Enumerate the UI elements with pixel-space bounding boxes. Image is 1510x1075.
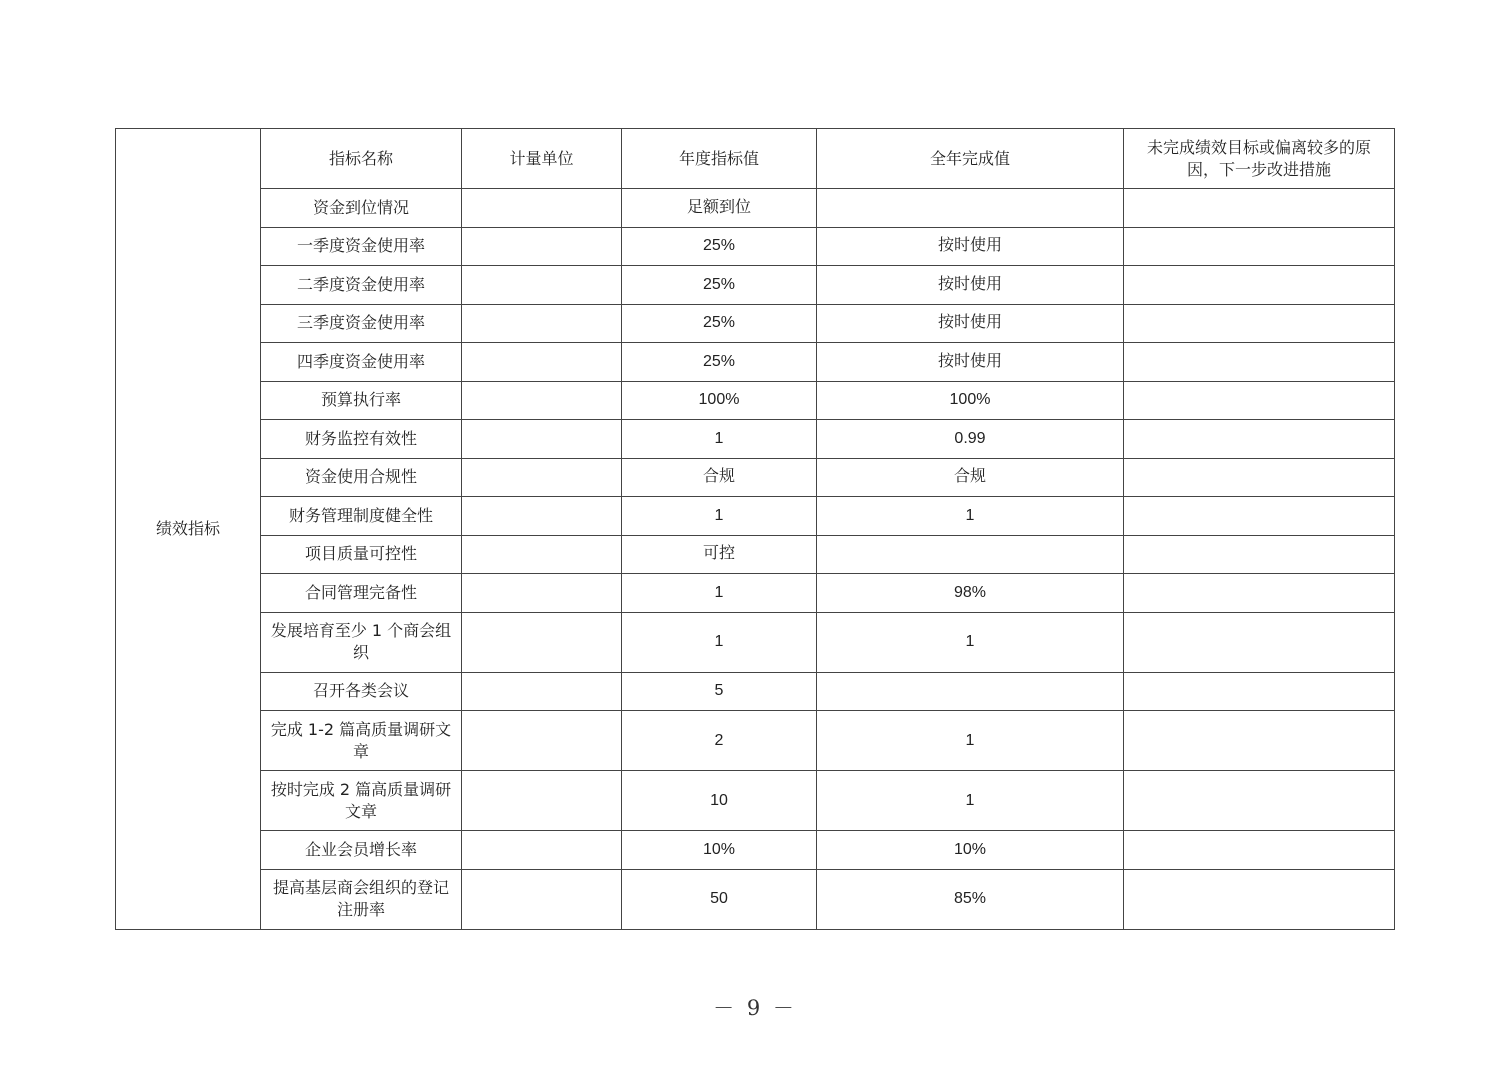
actual-cell: 按时使用 (817, 266, 1124, 305)
unit-cell (462, 304, 622, 343)
indicator-name-cell: 发展培育至少 1 个商会组织 (261, 612, 462, 672)
table-row (116, 831, 1395, 870)
actual-cell: 85% (817, 869, 1124, 929)
unit-cell (462, 711, 622, 771)
table-row (116, 612, 1395, 672)
unit-cell (462, 869, 622, 929)
group-label-cell: 绩效指标 (116, 129, 261, 930)
indicator-name-cell: 财务管理制度健全性 (261, 497, 462, 536)
actual-cell: 1 (817, 497, 1124, 536)
table-row (116, 869, 1395, 929)
reason-cell (1124, 497, 1395, 536)
actual-cell: 按时使用 (817, 304, 1124, 343)
unit-cell (462, 831, 622, 870)
actual-cell: 按时使用 (817, 227, 1124, 266)
unit-cell (462, 343, 622, 382)
indicator-name-cell: 一季度资金使用率 (261, 227, 462, 266)
reason-cell (1124, 771, 1395, 831)
unit-cell (462, 420, 622, 459)
target-cell: 25% (622, 304, 817, 343)
actual-cell (817, 672, 1124, 711)
reason-cell (1124, 612, 1395, 672)
reason-cell (1124, 343, 1395, 382)
target-cell: 100% (622, 381, 817, 420)
indicator-name-cell: 财务监控有效性 (261, 420, 462, 459)
table-row (116, 711, 1395, 771)
reason-cell (1124, 304, 1395, 343)
table-row (116, 535, 1395, 574)
actual-cell: 按时使用 (817, 343, 1124, 382)
reason-cell (1124, 672, 1395, 711)
target-cell: 25% (622, 343, 817, 382)
indicator-name-cell: 资金使用合规性 (261, 458, 462, 497)
unit-cell (462, 266, 622, 305)
actual-cell (817, 535, 1124, 574)
indicator-name-cell: 提高基层商会组织的登记注册率 (261, 869, 462, 929)
table-row (116, 227, 1395, 266)
header-indicator-name: 指标名称 (261, 129, 462, 189)
actual-cell (817, 189, 1124, 228)
actual-cell: 合规 (817, 458, 1124, 497)
reason-cell (1124, 266, 1395, 305)
reason-cell (1124, 420, 1395, 459)
indicator-name-cell: 二季度资金使用率 (261, 266, 462, 305)
header-annual-actual: 全年完成值 (817, 129, 1124, 189)
unit-cell (462, 535, 622, 574)
actual-cell: 1 (817, 612, 1124, 672)
target-cell: 1 (622, 497, 817, 536)
actual-cell: 10% (817, 831, 1124, 870)
reason-cell (1124, 535, 1395, 574)
table-row (116, 266, 1395, 305)
table-row (116, 574, 1395, 613)
actual-cell: 0.99 (817, 420, 1124, 459)
reason-cell (1124, 458, 1395, 497)
indicator-name-cell: 四季度资金使用率 (261, 343, 462, 382)
indicator-name-cell: 项目质量可控性 (261, 535, 462, 574)
table-row (116, 343, 1395, 382)
table-row (116, 420, 1395, 459)
unit-cell (462, 672, 622, 711)
target-cell: 1 (622, 420, 817, 459)
header-annual-target: 年度指标值 (622, 129, 817, 189)
indicator-name-cell: 三季度资金使用率 (261, 304, 462, 343)
unit-cell (462, 497, 622, 536)
actual-cell: 1 (817, 711, 1124, 771)
unit-cell (462, 381, 622, 420)
indicator-name-cell: 预算执行率 (261, 381, 462, 420)
table-row (116, 381, 1395, 420)
reason-cell (1124, 711, 1395, 771)
target-cell: 10% (622, 831, 817, 870)
table-row (116, 304, 1395, 343)
page-number: － 9 － (713, 996, 797, 1020)
unit-cell (462, 771, 622, 831)
reason-cell (1124, 574, 1395, 613)
table-row (116, 458, 1395, 497)
reason-cell (1124, 189, 1395, 228)
header-unit: 计量单位 (462, 129, 622, 189)
target-cell: 25% (622, 266, 817, 305)
actual-cell: 1 (817, 771, 1124, 831)
header-reason-measures: 未完成绩效目标或偏离较多的原因，下一步改进措施 (1124, 129, 1395, 189)
unit-cell (462, 189, 622, 228)
unit-cell (462, 574, 622, 613)
unit-cell (462, 612, 622, 672)
indicator-name-cell: 合同管理完备性 (261, 574, 462, 613)
performance-indicator-table (115, 128, 1395, 930)
indicator-name-cell: 企业会员增长率 (261, 831, 462, 870)
table-row (116, 189, 1395, 228)
unit-cell (462, 227, 622, 266)
target-cell: 合规 (622, 458, 817, 497)
indicator-name-cell: 资金到位情况 (261, 189, 462, 228)
target-cell: 50 (622, 869, 817, 929)
target-cell: 2 (622, 711, 817, 771)
target-cell: 足额到位 (622, 189, 817, 228)
target-cell: 1 (622, 574, 817, 613)
target-cell: 25% (622, 227, 817, 266)
table-header-row (116, 129, 1395, 189)
indicator-name-cell: 按时完成 2 篇高质量调研文章 (261, 771, 462, 831)
table-row (116, 771, 1395, 831)
table-row (116, 672, 1395, 711)
target-cell: 5 (622, 672, 817, 711)
reason-cell (1124, 227, 1395, 266)
reason-cell (1124, 869, 1395, 929)
indicator-name-cell: 完成 1-2 篇高质量调研文章 (261, 711, 462, 771)
target-cell: 10 (622, 771, 817, 831)
actual-cell: 98% (817, 574, 1124, 613)
table-row (116, 497, 1395, 536)
indicator-name-cell: 召开各类会议 (261, 672, 462, 711)
reason-cell (1124, 831, 1395, 870)
target-cell: 可控 (622, 535, 817, 574)
reason-cell (1124, 381, 1395, 420)
unit-cell (462, 458, 622, 497)
target-cell: 1 (622, 612, 817, 672)
actual-cell: 100% (817, 381, 1124, 420)
